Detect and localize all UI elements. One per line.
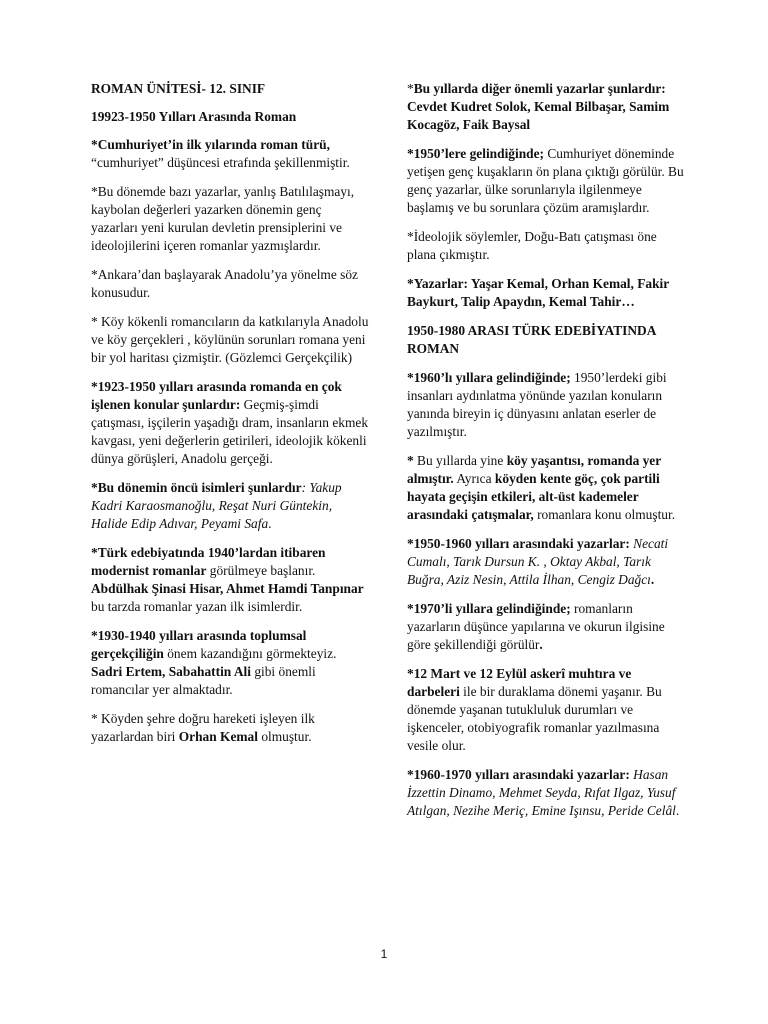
text-run: ROMAN ÜNİTESİ- 12. SINIF — [91, 81, 266, 96]
left-paragraph — [91, 80, 369, 98]
left-paragraph — [91, 266, 369, 302]
text-run: * Köy kökenli romancıların da katkılarıyla Anadolu ve köy gerçekleri , köylünün sorunları romana yeni bir yol haritası çizmiştir. (Gözlemci Gerçekçilik) — [91, 314, 369, 365]
text-run: *Bu dönemde bazı yazarlar, yanlış Batılılaşmayı, kaybolan değerleri yazarken dönemin genç yazarları yeni kurulan devletin prensiplerini ve ideolojilerini içeren romanlar yazmışlardır. — [91, 184, 355, 253]
left-paragraph — [91, 710, 369, 746]
text-run: *1970’li yıllara gelindiğinde; — [407, 601, 571, 616]
text-run: bu tarzda romanlar yazan ilk isimlerdir. — [91, 599, 303, 614]
text-run: olmuştur. — [257, 729, 312, 744]
text-run: *1950’lere gelindiğinde; — [407, 146, 544, 161]
text-run: Cumhuriyet döneminde yetişen genç kuşakların ön plana çıktığı görülür. Bu genç yazarlar, ülke sorunlarıyla ilgilenmeye başlamış ve bu sorunlara çözüm aramışlardır. — [407, 146, 684, 215]
text-run: 1950’lerdeki gibi insanları aydınlatma yönünde yazılan konuların yanında bireyin iç dünyasını anlatan eserler de yazılmıştır. — [407, 370, 667, 439]
text-run: *1930-1940 yılları arasında toplumsal gerçekçiliğin — [91, 628, 307, 661]
text-run: *1950-1960 yılları arasındaki yazarlar: — [407, 536, 630, 551]
text-run: * Köyden şehre doğru hareketi işleyen ilk yazarlardan biri — [91, 711, 315, 744]
text-run: *Ankara’dan başlayarak Anadolu’ya yönelme söz konusudur. — [91, 267, 358, 300]
page-number: 1 — [380, 947, 388, 961]
text-run: 1950-1980 ARASI TÜRK EDEBİYATINDA ROMAN — [407, 323, 656, 356]
text-run: Necati Cumalı, Tarık Dursun K. , Oktay Akbal, Tarık Buğra, Aziz Nesin, Attila İlhan, Cengiz Dağcı — [407, 536, 669, 587]
text-run: Sadri Ertem, Sabahattin Ali — [91, 664, 251, 679]
text-run: 19923-1950 Yılları Arasında Roman — [91, 109, 297, 124]
text-run: romanlara konu olmuştur. — [533, 507, 676, 522]
right-paragraph — [407, 766, 687, 820]
text-run: *Türk edebiyatında 1940’lardan itibaren modernist romanlar — [91, 545, 326, 578]
left-paragraph — [91, 136, 369, 172]
text-run: köy yaşantısı, romanda yer almıştır. — [407, 453, 661, 486]
text-run: * — [407, 453, 414, 468]
right-paragraph — [407, 665, 687, 755]
text-run: Hasan İzzettin Dinamo, Mehmet Seyda, Rıfat Ilgaz, Yusuf Atılgan, Nezihe Meriç, Emine Işınsu, Peride Celâl — [407, 767, 676, 818]
text-run: Orhan Kemal — [178, 729, 258, 744]
text-run: *12 Mart ve 12 Eylül askerî muhtıra ve darbeleri — [407, 666, 632, 699]
right-paragraph — [407, 452, 687, 524]
left-paragraph — [91, 479, 369, 533]
right-paragraph — [407, 275, 687, 311]
text-run: görülmeye başlanır. — [206, 563, 316, 578]
text-run: . — [539, 637, 543, 652]
text-run: köyden kente göç, çok partili hayata geçişin etkileri, alt-üst kademeler arasındaki çatışmalar, — [407, 471, 660, 522]
text-run: Bu yıllarda yine — [413, 453, 507, 468]
text-run: *1923-1950 yılları arasında romanda en çok işlenen konular şunlardır: — [91, 379, 342, 412]
left-paragraph — [91, 108, 369, 126]
left-paragraph — [91, 627, 369, 699]
text-run: Geçmiş-şimdi çatışması, işçilerin yaşadığı dram, insanların ekmek kavgası, yeni değerlerin getirileri, ideolojik kökenli dünya görüşleri, Anadolu gerçeği. — [91, 397, 369, 466]
text-run: * — [407, 81, 414, 96]
text-run: gibi önemli romancılar yer almaktadır. — [91, 664, 316, 697]
text-run: *1960’lı yıllara gelindiğinde; — [407, 370, 571, 385]
left-paragraph — [91, 183, 369, 255]
right-paragraph — [407, 322, 687, 358]
text-run: : Yakup Kadri Karaosmanoğlu, Reşat Nuri Güntekin, Halide Edip Adıvar, Peyami Safa — [91, 480, 342, 531]
right-column — [407, 80, 687, 831]
text-run: Abdülhak Şinasi Hisar, Ahmet Hamdi Tanpınar — [91, 581, 364, 596]
text-run: *Bu dönemin öncü isimleri şunlardır — [91, 480, 302, 495]
text-run: *Yazarlar: Yaşar Kemal, Orhan Kemal, Fakir Baykurt, Talip Apaydın, Kemal Tahir… — [407, 276, 669, 309]
left-paragraph — [91, 544, 369, 616]
text-run: *İdeolojik söylemler, Doğu-Batı çatışması öne plana çıkmıştır. — [407, 229, 657, 262]
right-paragraph — [407, 80, 687, 134]
left-paragraph — [91, 378, 369, 468]
text-run: *Cumhuriyet’in ilk yılarında roman türü, — [91, 137, 330, 152]
right-paragraph — [407, 228, 687, 264]
right-paragraph — [407, 145, 687, 217]
text-run: romanların yazarların düşünce yapılarına ve okurun ilgisine göre şekillendiği görülür — [407, 601, 665, 652]
left-column — [91, 80, 369, 757]
right-paragraph — [407, 535, 687, 589]
text-run: Ayrıca — [453, 471, 495, 486]
left-paragraph — [91, 313, 369, 367]
text-run: ile bir duraklama dönemi yaşanır. Bu dönemde yaşanan tutukluluk durumları ve işkenceler, otobiyografik romanlar yazılmasına vesile olur. — [407, 684, 662, 753]
text-run: . — [268, 516, 272, 531]
text-run: Bu yıllarda diğer önemli yazarlar şunlardır: Cevdet Kudret Solok, Kemal Bilbaşar, Samim Kocagöz, Faik Baysal — [407, 81, 670, 132]
text-run: önem kazandığını görmekteyiz. — [163, 646, 337, 661]
text-run: “cumhuriyet” düşüncesi etrafında şekillenmiştir. — [91, 155, 350, 170]
text-run: . — [675, 803, 680, 818]
text-run: *1960-1970 yılları arasındaki yazarlar: — [407, 767, 630, 782]
text-run: . — [650, 572, 655, 587]
right-paragraph — [407, 369, 687, 441]
right-paragraph — [407, 600, 687, 654]
